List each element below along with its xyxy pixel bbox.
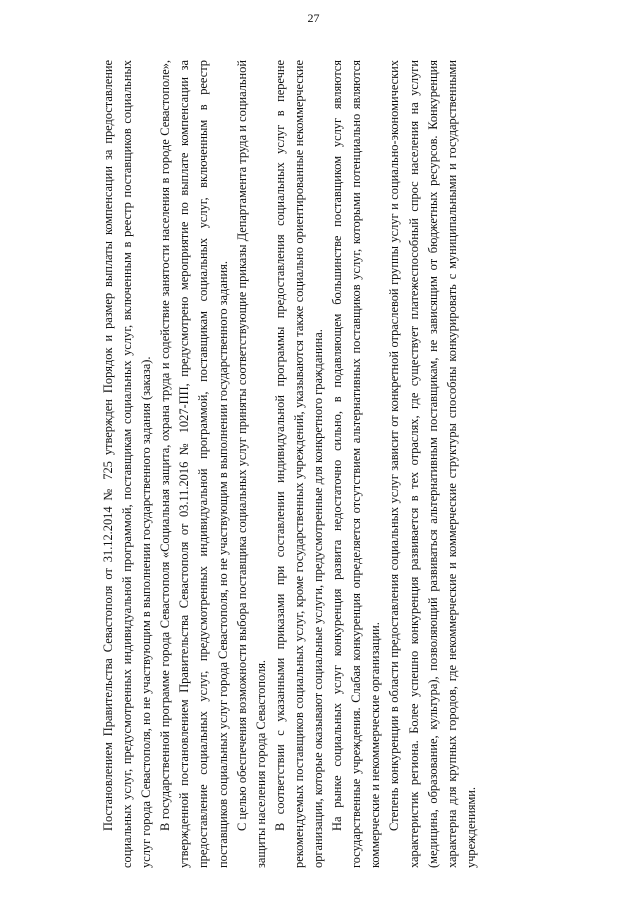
- paragraph-competition-degree: Степень конкуренции в области предоставления социальных услуг зависит от конкретной отраслевой группы услуг и социально-экономических характеристик региона. Более успешно конкуренция развивается в тех отраслях, где существует платежеспособный спрос населения на услуги (медицина, образование, культура), позволяющий развиваться альтернативным поставщикам, не зависящим от бюджетных ресурсов. Конкуренция характерна для крупных городов, где некоммерческие и коммерческие структуры способны конкурировать с муниципальными и государственными учреждениями.: [387, 60, 478, 868]
- paragraph-provider-list: В соответствии с указанными приказами при составлении индивидуальной программы предоставления социальных услуг в перечне рекомендуемых поставщиков социальных услуг, кроме государственных учреждений, указываются также социально ориентированные некоммерческие организации, которые оказывают социальные услуги, предусмотренные для конкретного гражданина.: [272, 60, 326, 868]
- paragraph-decree-725: Постановлением Правительства Севастополя от 31.12.2014 № 725 утвержден Порядок и размер выплаты компенсации за предоставление социальных услуг, предусмотренных индивидуальной программой, поставщикам социальных услуг, включенным в реестр поставщиков социальных услуг города Севастополя, но не участвующим в выполнении государственного задания (заказа).: [101, 60, 154, 868]
- paragraph-market-competition: На рынке социальных услуг конкуренция развита недостаточно сильно, в подавляющем большинстве поставщиком услуг являются государственные учреждения. Слабая конкуренция определяется отсутствием альтернативных поставщиков услуг, которыми потенциально являются коммерческие и некоммерческие организации.: [330, 60, 383, 868]
- document-body: [99, 60, 481, 868]
- paragraph-state-program: В государственной программе города Севастополя «Социальная защита, охрана труда и содействие занятости населения в городе Севастополе», утвержденной постановлением Правительства Севастополя от 03.11.2016 № 1027-ПП, предусмотрено мероприятие по выплате компенсации за предоставление социальных услуг, предусмотренных индивидуальной программой, поставщикам социальных услуг, включенным в реестр поставщиков социальных услуг города Севастополя, но не участвующим в выполнении государственного задания.: [158, 60, 230, 868]
- rotated-text-block: [99, 60, 531, 868]
- paragraph-department-orders: С целью обеспечения возможности выбора поставщика социальных услуг приняты соответствующие приказы Департамента труда и социальной защиты населения города Севастополя.: [234, 60, 268, 868]
- page-number: 27: [307, 11, 320, 25]
